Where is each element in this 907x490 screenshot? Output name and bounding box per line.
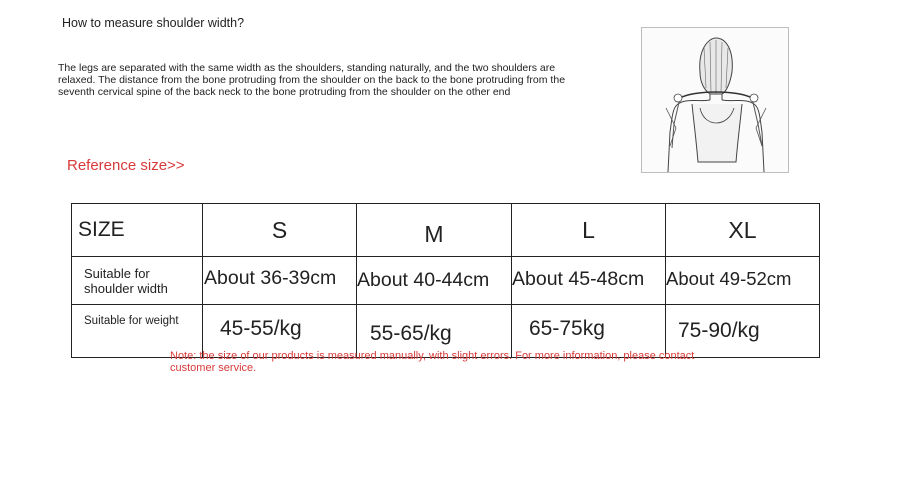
shoulder-label-line1: Suitable for bbox=[84, 265, 150, 281]
reference-size-label: Reference size>> bbox=[67, 157, 185, 174]
weight-value-l: 65-75kg bbox=[512, 305, 666, 358]
back-view-figure-icon bbox=[641, 27, 789, 173]
shoulder-value-xl: About 49-52cm bbox=[666, 257, 820, 305]
shoulder-width-row bbox=[72, 257, 820, 305]
weight-value-s: 45-55/kg bbox=[203, 305, 357, 358]
page-title: How to measure shoulder width? bbox=[62, 16, 245, 30]
shoulder-width-label bbox=[72, 257, 203, 305]
shoulder-value-m: About 40-44cm bbox=[357, 257, 512, 305]
weight-value-xl: 75-90/kg bbox=[666, 305, 820, 358]
size-s: S bbox=[203, 204, 357, 257]
size-header-label: SIZE bbox=[72, 204, 203, 257]
size-l: L bbox=[512, 204, 666, 257]
size-xl: XL bbox=[666, 204, 820, 257]
size-header-row bbox=[72, 204, 820, 257]
weight-label: Suitable for weight bbox=[72, 305, 203, 358]
measurement-note: Note: the size of our products is measured manually, with slight errors. For more information, please contact customer service. bbox=[170, 350, 695, 374]
size-chart-table bbox=[71, 203, 820, 358]
shoulder-label-line2: shoulder width bbox=[84, 280, 168, 296]
weight-value-m: 55-65/kg bbox=[357, 305, 512, 358]
shoulder-value-l: About 45-48cm bbox=[512, 257, 666, 305]
shoulder-value-s: About 36-39cm bbox=[203, 257, 357, 305]
measurement-description: The legs are separated with the same width as the shoulders, standing naturally, and the two shoulders are relaxed. The distance from the bone protruding from the shoulder on the back to the bone protruding from the seventh cervical spine of the back neck to the bone protruding from the shoulder on the other end bbox=[58, 62, 566, 98]
size-m: M bbox=[357, 204, 512, 257]
